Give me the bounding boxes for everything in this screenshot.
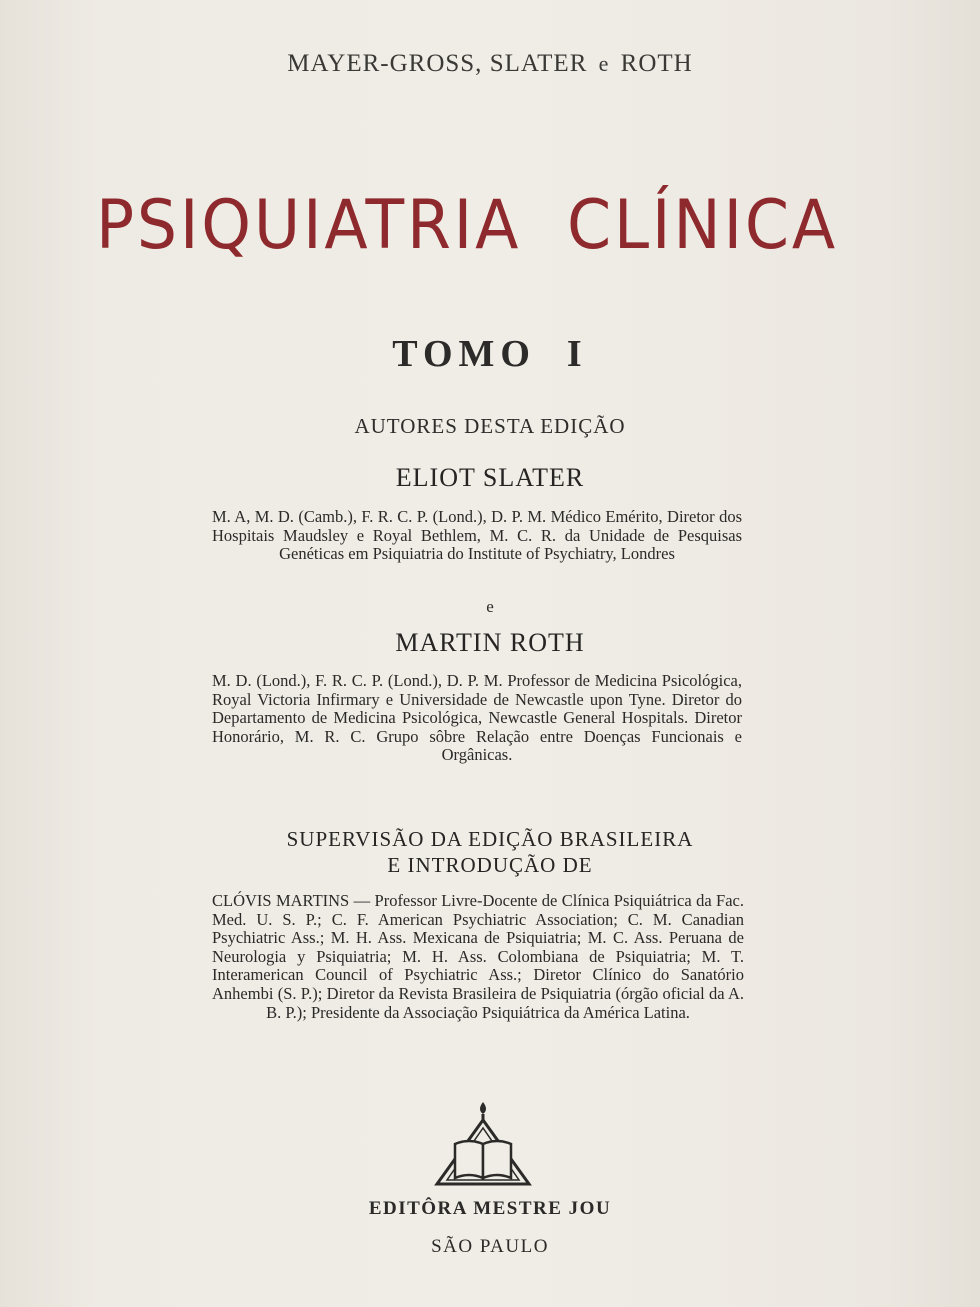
author-eliot-slater-bio: M. A, M. D. (Camb.), F. R. C. P. (Lond.), D. P. M. Médico Emérito, Diretor dos Hospitais Maudsley e Royal Bethlem, M. C. R. da Unidade de Pesquisas Genéticas em Psiquiatria do Institute of Psychiatry, Londres [212,507,742,564]
original-authors-line [0,50,980,78]
publisher-logo-icon [433,1098,533,1188]
supervision-heading [0,826,980,878]
volume-label: TOMO I [392,333,588,375]
author-roth: ROTH [620,50,693,77]
supervisor-name: CLÓVIS MARTINS [212,891,350,910]
authors-heading: AUTORES DESTA EDIÇÃO [354,414,626,438]
authors-and: e [486,597,494,616]
author-mayer-gross: MAYER-GROSS, [287,50,483,77]
author-martin-roth-name: MARTIN ROTH [395,628,585,657]
publisher-name: EDITÔRA MESTRE JOU [368,1198,612,1219]
author-martin-roth-bio: M. D. (Lond.), F. R. C. P. (Lond.), D. P. M. Professor de Medicina Psicológica, Royal Victoria Infirmary e Universidade de Newcastle upon Tyne. Diretor do Departamento de Medicina Psicológica, Newcastle General Hospitals. Diretor Honorário, M. R. C. Grupo sôbre Relação entre Doenças Funcionais e Orgânicas. [212,671,742,765]
book-title: PSIQUIATRIA CLÍNICA [96,186,838,265]
publisher-city: SÃO PAULO [431,1236,549,1257]
supervision-heading-line2: E INTRODUÇÃO DE [387,853,593,877]
authors-conjunction: e [598,51,610,76]
supervisor-bio [212,892,744,1022]
supervisor-credentials: — Professor Livre-Docente de Clínica Psiquiátrica da Fac. Med. U. S. P.; C. F. American Psychiatric Association; C. M. Canadian Psychiatric Ass.; M. H. Ass. Mexicana de Psiquiatria; M. C. Ass. Peruana de Neurologia y Psiquiatria; M. H. Ass. Colombiana de Psiquiatria; M. T. Interamerican Council of Psychiatric Ass.; Diretor Clínico do Sanatório Anhembi (S. P.); Diretor da Revista Brasileira de Psiquiatria (órgão oficial da A. B. P.); Presidente da Associação Psiquiátrica da América Latina. [212,891,744,1022]
supervision-heading-line1: SUPERVISÃO DA EDIÇÃO BRASILEIRA [286,827,694,851]
author-eliot-slater-name: ELIOT SLATER [395,463,585,492]
author-slater: SLATER [489,50,588,77]
